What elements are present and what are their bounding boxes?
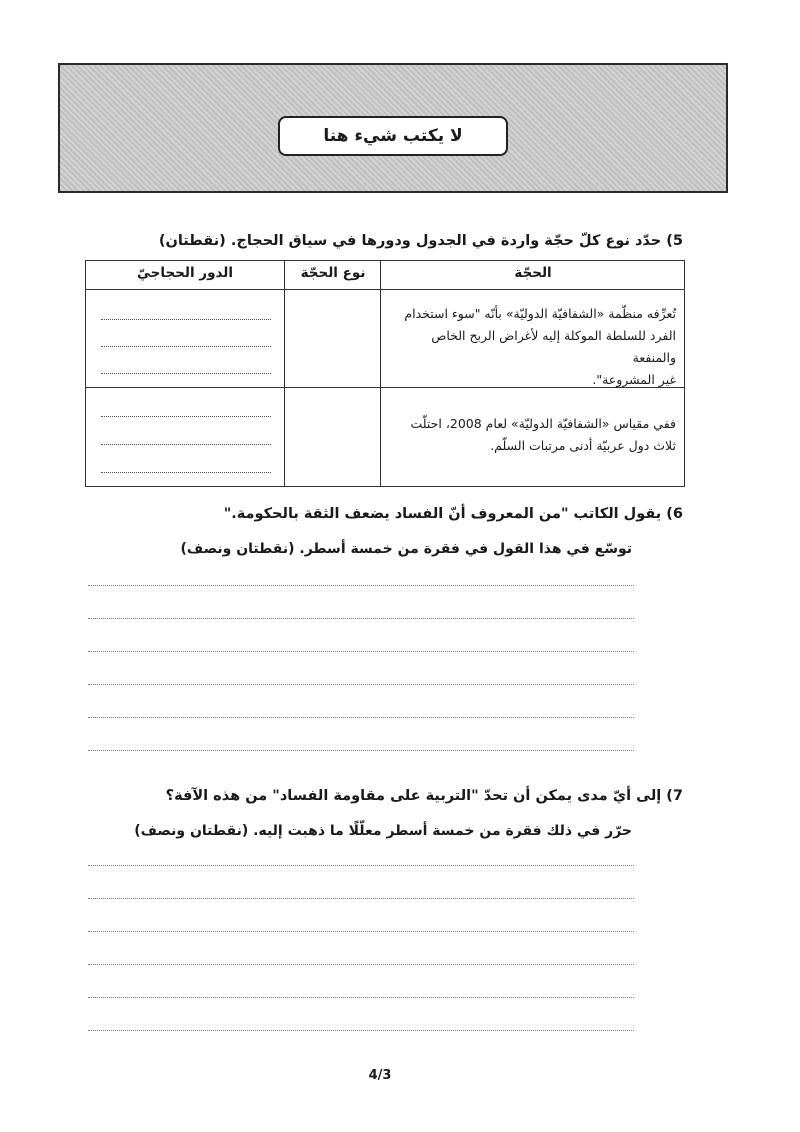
no-write-box	[58, 63, 728, 193]
table-column-divider	[380, 261, 381, 486]
argument-line: تُعرِّفه منظّمة «الشفافيّة الدوليّة» بأنّه "سوء استخدام	[404, 306, 676, 321]
answer-line[interactable]	[88, 964, 634, 965]
answer-line[interactable]	[88, 750, 634, 751]
answer-line-role[interactable]	[101, 416, 271, 417]
no-write-label: لا يكتب شيء هنا	[278, 116, 508, 156]
header-argument-type: نوع الحجّة	[300, 265, 366, 281]
answer-line[interactable]	[88, 618, 634, 619]
arguments-table	[85, 260, 685, 487]
argument-line: الفرد للسلطة الموكلة إليه لأغراض الربح الخاص والمنفعة	[431, 328, 676, 365]
header-argument: الحجّة	[514, 265, 552, 281]
argument-line: ثلاث دول عربيّة أدنى مرتبات السلّم.	[490, 438, 676, 453]
answer-line[interactable]	[88, 717, 634, 718]
answer-line-role[interactable]	[101, 373, 271, 374]
answer-line-role[interactable]	[101, 319, 271, 320]
question-7-text: 7) إلى أيّ مدى يمكن أن تحدّ "التربية على مقاومة الفساد" من هذه الآفة؟	[165, 788, 683, 804]
table-column-divider	[284, 261, 285, 486]
answer-line[interactable]	[88, 1030, 634, 1031]
question-5-text: 5) حدّد نوع كلّ حجّة واردة في الجدول ودورها في سياق الحجاج. (نقطتان)	[158, 233, 683, 249]
answer-line[interactable]	[88, 651, 634, 652]
table-header-divider	[86, 289, 684, 290]
question-6-text: 6) يقول الكاتب "من المعروف أنّ الفساد يضعف الثقة بالحكومة."	[223, 506, 683, 522]
table-row	[386, 303, 676, 391]
answer-line[interactable]	[88, 865, 634, 866]
header-argumentative-role: الدور الحجاجيّ	[137, 265, 233, 281]
answer-line[interactable]	[88, 585, 634, 586]
answer-line[interactable]	[88, 684, 634, 685]
table-row	[386, 413, 676, 457]
answer-line-role[interactable]	[101, 444, 271, 445]
question-7-instruction: حرّر في ذلك فقرة من خمسة أسطر معلّلًا ما ذهبت إليه. (نقطتان ونصف)	[134, 823, 632, 839]
answer-line-role[interactable]	[101, 346, 271, 347]
question-6-instruction: توسّع في هذا القول في فقرة من خمسة أسطر. (نقطتان ونصف)	[180, 541, 632, 557]
answer-line[interactable]	[88, 997, 634, 998]
answer-line[interactable]	[88, 898, 634, 899]
argument-line: ففي مقياس «الشفافيّة الدوليّة» لعام 2008، احتلّت	[410, 416, 676, 431]
answer-line-role[interactable]	[101, 472, 271, 473]
answer-line[interactable]	[88, 931, 634, 932]
argument-line: غير المشروعة".	[592, 372, 676, 387]
page-number: 4/3	[368, 1068, 392, 1083]
